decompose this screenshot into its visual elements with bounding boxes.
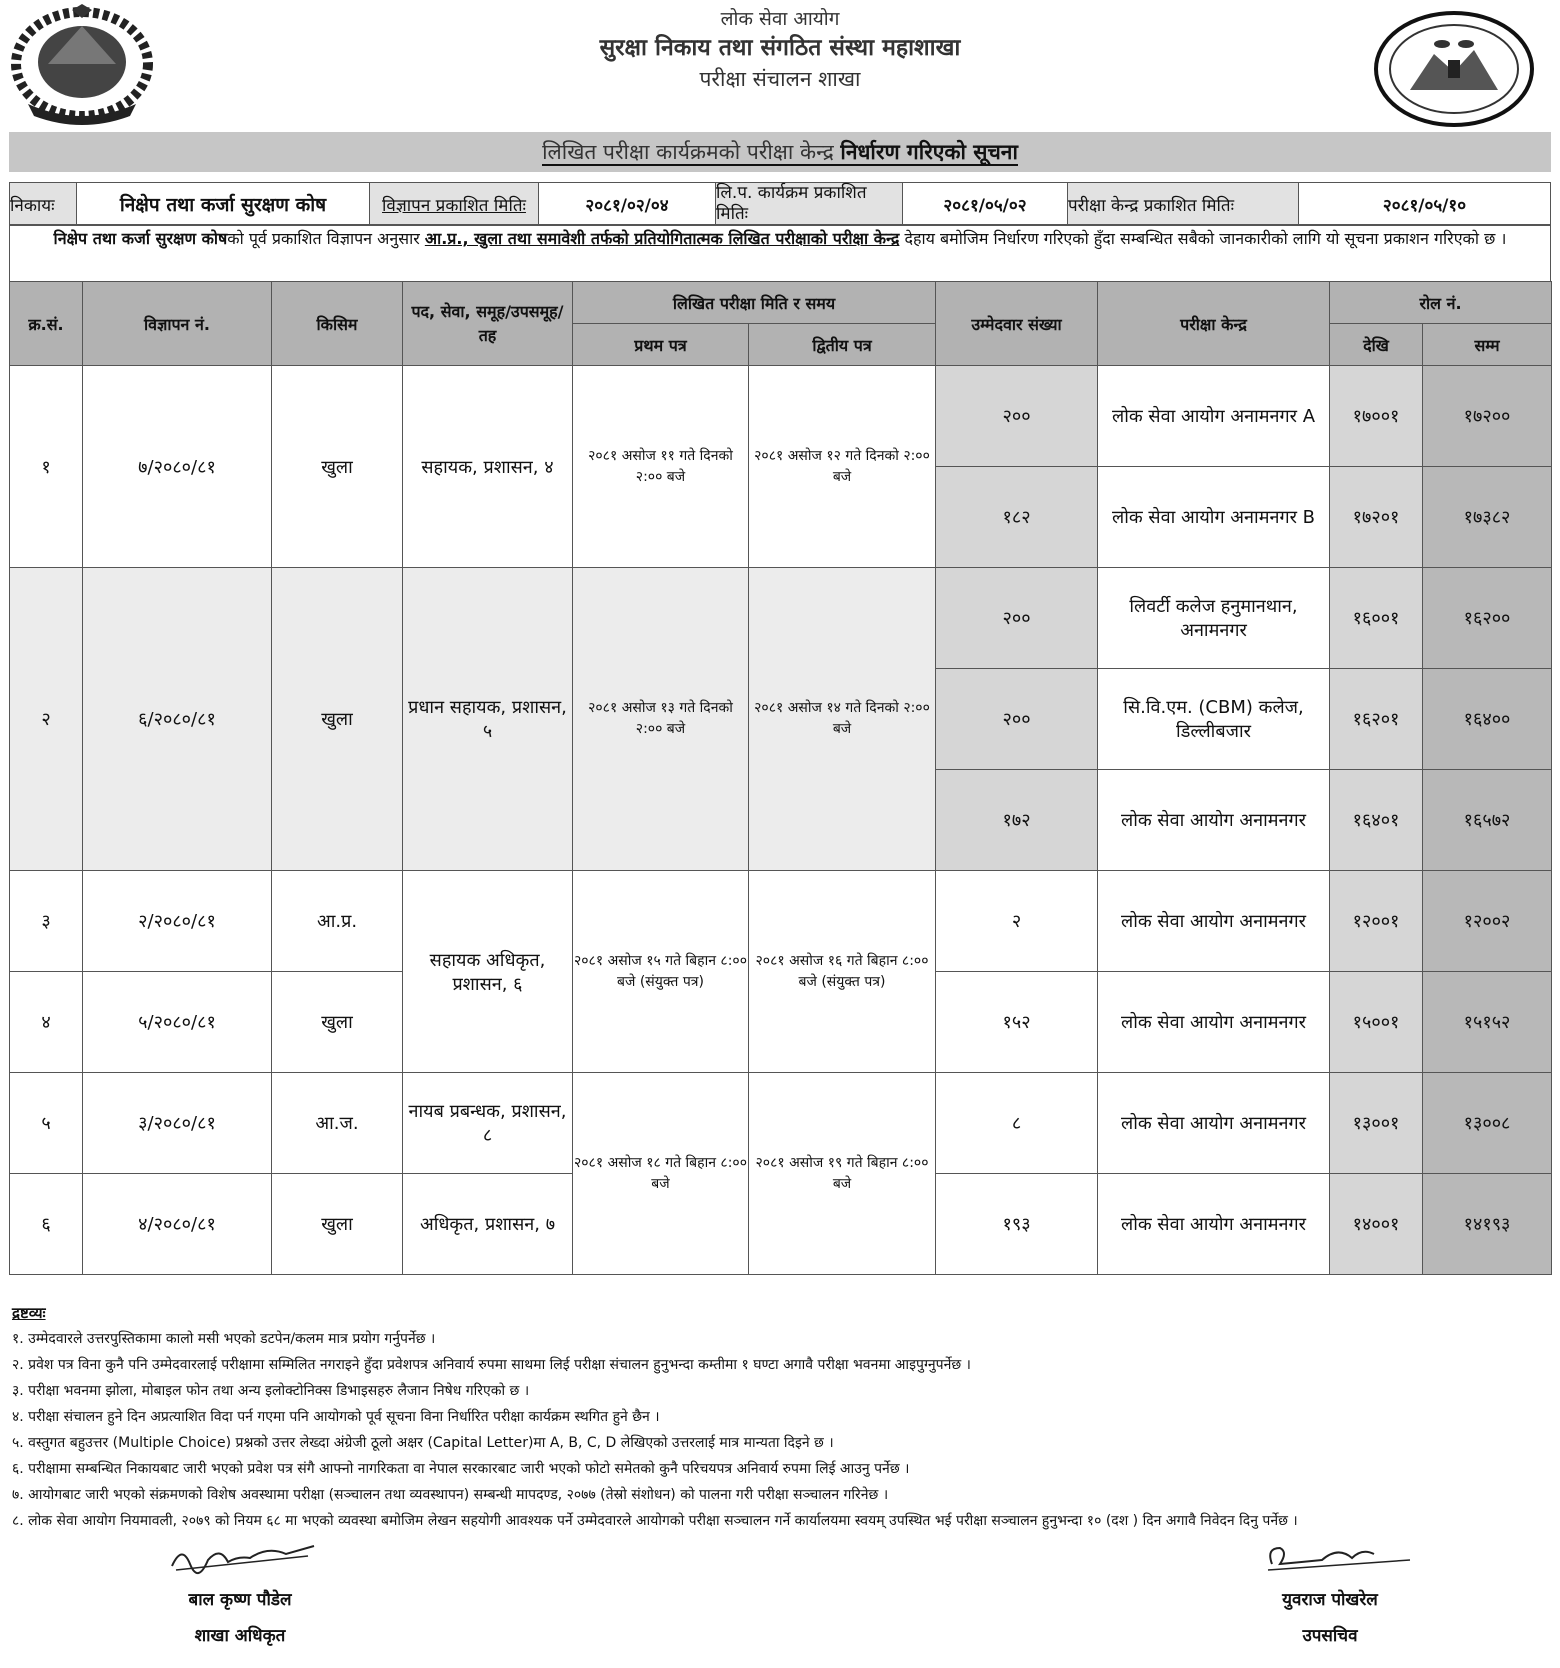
row-ad-no: ५/२०८०/८१: [83, 972, 272, 1073]
program-date-label: लि.प. कार्यक्रम प्रकाशित मितिः: [716, 183, 903, 226]
row-roll-to: १३००८: [1423, 1073, 1552, 1174]
row-sn: ४: [10, 972, 83, 1073]
row-post: प्रधान सहायक, प्रशासन, ५: [403, 568, 573, 871]
col-post: पद, सेवा, समूह/उपसमूह/ तह: [403, 282, 573, 366]
col-roll-from: देखि: [1330, 324, 1423, 366]
row-paper2: २०८१ असोज १२ गते दिनको २:०० बजे: [749, 366, 936, 568]
row-ad-no: ४/२०८०/८१: [83, 1174, 272, 1275]
right-signatory: [1235, 1582, 1425, 1654]
row-post: नायब प्रबन्धक, प्रशासन, ८: [403, 1073, 573, 1174]
row-roll-to: १५१५२: [1423, 972, 1552, 1073]
table-row: [10, 568, 1552, 669]
row-sn: ६: [10, 1174, 83, 1275]
row-roll-from: १६००१: [1330, 568, 1423, 669]
note-item: ७. आयोगबाट जारी भएको संक्रमणको विशेष अवस्थामा परीक्षा (सञ्चालन तथा व्यवस्थापन) सम्बन्धी मापदण्ड, २०७७ (तेस्रो संशोधन) को पालना गरी परीक्षा सञ्चालन गरिनेछ ।: [12, 1487, 889, 1503]
row-post: सहायक, प्रशासन, ४: [403, 366, 573, 568]
row-roll-from: १६४०१: [1330, 770, 1423, 871]
col-center: परीक्षा केन्द्र: [1098, 282, 1330, 366]
row-center: लिवर्टी कलेज हनुमानथान, अनामनगर: [1098, 568, 1330, 669]
notice-title-part1: लिखित परीक्षा कार्यक्रमको परीक्षा केन्द्र: [542, 140, 841, 164]
program-date-value: २०८१/०५/०२: [903, 183, 1068, 226]
row-roll-to: १६२००: [1423, 568, 1552, 669]
notice-paragraph: [9, 224, 1551, 282]
row-roll-from: १२००१: [1330, 871, 1423, 972]
row-roll-from: १६२०१: [1330, 669, 1423, 770]
row-roll-to: १६५७२: [1423, 770, 1552, 871]
row-sn: ३: [10, 871, 83, 972]
col-paper2: द्वितीय पत्र: [749, 324, 936, 366]
table-row: [10, 871, 1552, 972]
row-ad-no: ६/२०८०/८१: [83, 568, 272, 871]
col-ad-no: विज्ञापन नं.: [83, 282, 272, 366]
row-sn: २: [10, 568, 83, 871]
division-name: सुरक्षा निकाय तथा संगठित संस्था महाशाखा: [599, 35, 961, 61]
section-name: परीक्षा संचालन शाखा: [699, 67, 861, 91]
table-row: [10, 366, 1552, 467]
row-center: लोक सेवा आयोग अनामनगर: [1098, 770, 1330, 871]
row-ad-no: ७/२०८०/८१: [83, 366, 272, 568]
row-paper2: २०८१ असोज १९ गते बिहान ८:०० बजे: [749, 1073, 936, 1275]
center-date-value: २०८१/०५/१०: [1299, 183, 1551, 226]
row-center: लोक सेवा आयोग अनामनगर: [1098, 1073, 1330, 1174]
row-roll-from: १७००१: [1330, 366, 1423, 467]
note-item: ५. वस्तुगत बहुउत्तर (Multiple Choice) प्रश्नको उत्तर लेख्दा अंग्रेजी ठूलो अक्षर (Capital Letter)मा A, B, C, D लेखिएको उत्तरलाई मात्र मान्यता दिइने छ ।: [12, 1435, 834, 1451]
row-center: लोक सेवा आयोग अनामनगर A: [1098, 366, 1330, 467]
row-type: आ.प्र.: [272, 871, 403, 972]
col-candidates: उम्मेदवार संख्या: [936, 282, 1098, 366]
row-roll-to: १२००२: [1423, 871, 1552, 972]
notice-agency: निक्षेप तथा कर्जा सुरक्षण कोष: [53, 229, 228, 248]
table-row: [10, 1073, 1552, 1174]
row-type: खुला: [272, 366, 403, 568]
row-roll-from: १५००१: [1330, 972, 1423, 1073]
row-paper1: २०८१ असोज १३ गते दिनको २:०० बजे: [573, 568, 749, 871]
row-candidates: २००: [936, 669, 1098, 770]
row-type: खुला: [272, 972, 403, 1073]
row-candidates: २: [936, 871, 1098, 972]
agency-value: निक्षेप तथा कर्जा सुरक्षण कोष: [77, 183, 370, 226]
row-center: लोक सेवा आयोग अनामनगर: [1098, 871, 1330, 972]
row-roll-to: १४१९३: [1423, 1174, 1552, 1275]
left-signatory-title: शाखा अधिकृत: [194, 1626, 286, 1646]
note-item: ६. परीक्षामा सम्बन्धित निकायबाट जारी भएको प्रवेश पत्र संगै आफ्नो नागरिकता वा नेपाल सरकारबाट जारी भएको फोटो समेतको कुनै परिचयपत्र अनिवार्य रुपमा लिई आउनु पर्नेछ ।: [12, 1461, 910, 1477]
right-signature: [1262, 1538, 1412, 1580]
row-post: सहायक अधिकृत, प्रशासन, ६: [403, 871, 573, 1073]
row-candidates: २००: [936, 366, 1098, 467]
notes-title: द्रष्टव्यः: [12, 1304, 46, 1322]
col-sn: क्र.सं.: [10, 282, 83, 366]
left-signatory: [150, 1582, 330, 1654]
left-signatory-name: बाल कृष्ण पौडेल: [188, 1590, 292, 1610]
info-table: [9, 182, 1551, 226]
row-roll-from: १४००१: [1330, 1174, 1423, 1275]
row-roll-to: १७३८२: [1423, 467, 1552, 568]
left-signature: [168, 1536, 318, 1576]
notice-highlight: आ.प्र., खुला तथा समावेशी तर्फको प्रतियोगितात्मक लिखित परीक्षाको परीक्षा केन्द्र: [424, 229, 900, 248]
center-date-label: परीक्षा केन्द्र प्रकाशित मितिः: [1068, 183, 1299, 226]
note-item: ८. लोक सेवा आयोग नियमावली, २०७९ को नियम ६८ मा भएको व्यवस्था बमोजिम लेखन सहयोगी आवश्यक पर्ने उम्मेदवारले आयोगको परीक्षा सञ्चालन गर्ने कार्यालयमा स्वयम् उपस्थित भई परीक्षा सञ्चालन हुनुभन्दा १० (दश ) दिन अगावै निवेदन दिनु पर्नेछ ।: [12, 1513, 1298, 1529]
row-sn: ५: [10, 1073, 83, 1174]
row-roll-from: १७२०१: [1330, 467, 1423, 568]
row-candidates: २००: [936, 568, 1098, 669]
nepal-emblem-logo: [8, 4, 156, 128]
row-candidates: १८२: [936, 467, 1098, 568]
row-type: आ.ज.: [272, 1073, 403, 1174]
row-paper2: २०८१ असोज १६ गते बिहान ८:०० बजे (संयुक्त पत्र): [749, 871, 936, 1073]
row-post: अधिकृत, प्रशासन, ७: [403, 1174, 573, 1275]
public-service-commission-seal: [1372, 10, 1536, 128]
col-roll: रोल नं.: [1330, 282, 1552, 324]
note-item: १. उम्मेदवारले उत्तरपुस्तिकामा कालो मसी भएको डटपेन/कलम मात्र प्रयोग गर्नुपर्नेछ ।: [12, 1331, 436, 1347]
right-signatory-title: उपसचिव: [1302, 1626, 1358, 1646]
row-center: लोक सेवा आयोग अनामनगर: [1098, 972, 1330, 1073]
note-item: ४. परीक्षा संचालन हुने दिन अप्रत्याशित विदा पर्न गएमा पनि आयोगको पूर्व सूचना विना निर्धारित परीक्षा कार्यक्रम स्थगित हुने छैन ।: [12, 1409, 660, 1425]
note-item: २. प्रवेश पत्र विना कुनै पनि उम्मेदवारलाई परीक्षामा सम्मिलित नगराइने हुँदा प्रवेशपत्र अनिवार्य रुपमा साथमा लिई परीक्षा संचालन हुनुभन्दा कम्तीमा १ घण्टा अगावै परीक्षा भवनमा आइपुग्नुपर्नेछ ।: [12, 1357, 971, 1373]
col-exam-datetime: लिखित परीक्षा मिति र समय: [573, 282, 936, 324]
col-paper1: प्रथम पत्र: [573, 324, 749, 366]
row-paper1: २०८१ असोज ११ गते दिनको २:०० बजे: [573, 366, 749, 568]
row-type: खुला: [272, 1174, 403, 1275]
col-roll-to: सम्म: [1423, 324, 1552, 366]
notes-section: [12, 1300, 1542, 1534]
row-center: लोक सेवा आयोग अनामनगर: [1098, 1174, 1330, 1275]
commission-name: लोक सेवा आयोग: [720, 8, 840, 30]
col-type: किसिम: [272, 282, 403, 366]
notice-text-2: देहाय बमोजिम निर्धारण गरिएको हुँदा सम्बन्धित सबैको जानकारीको लागि यो सूचना प्रकाशन गरिएको छ ।: [899, 229, 1507, 248]
row-paper1: २०८१ असोज १५ गते बिहान ८:०० बजे (संयुक्त पत्र): [573, 871, 749, 1073]
notice-title-part2: निर्धारण गरिएको सूचना: [840, 140, 1018, 164]
exam-center-table: [9, 281, 1552, 1275]
ad-date-label: विज्ञापन प्रकाशित मितिः: [370, 183, 539, 226]
row-paper1: २०८१ असोज १८ गते बिहान ८:०० बजे: [573, 1073, 749, 1275]
row-roll-to: १७२००: [1423, 366, 1552, 467]
ad-date-value: २०८१/०२/०४: [539, 183, 716, 226]
note-item: ३. परीक्षा भवनमा झोला, मोबाइल फोन तथा अन्य इलोक्टोनिक्स डिभाइसहरु लैजान निषेध गरिएको छ ।: [12, 1383, 530, 1399]
row-roll-from: १३००१: [1330, 1073, 1423, 1174]
right-signatory-name: युवराज पोखरेल: [1282, 1590, 1378, 1610]
row-roll-to: १६४००: [1423, 669, 1552, 770]
row-sn: १: [10, 366, 83, 568]
row-candidates: १७२: [936, 770, 1098, 871]
agency-label: निकायः: [10, 183, 77, 226]
office-header: [470, 6, 1090, 94]
row-center: सि.वि.एम. (CBM) कलेज, डिल्लीबजार: [1098, 669, 1330, 770]
row-candidates: ८: [936, 1073, 1098, 1174]
row-paper2: २०८१ असोज १४ गते दिनको २:०० बजे: [749, 568, 936, 871]
row-candidates: १९३: [936, 1174, 1098, 1275]
notice-text-1: को पूर्व प्रकाशित विज्ञापन अनुसार: [227, 229, 425, 248]
notice-title: [9, 132, 1551, 172]
row-ad-no: २/२०८०/८१: [83, 871, 272, 972]
row-ad-no: ३/२०८०/८१: [83, 1073, 272, 1174]
row-center: लोक सेवा आयोग अनामनगर B: [1098, 467, 1330, 568]
row-candidates: १५२: [936, 972, 1098, 1073]
row-type: खुला: [272, 568, 403, 871]
